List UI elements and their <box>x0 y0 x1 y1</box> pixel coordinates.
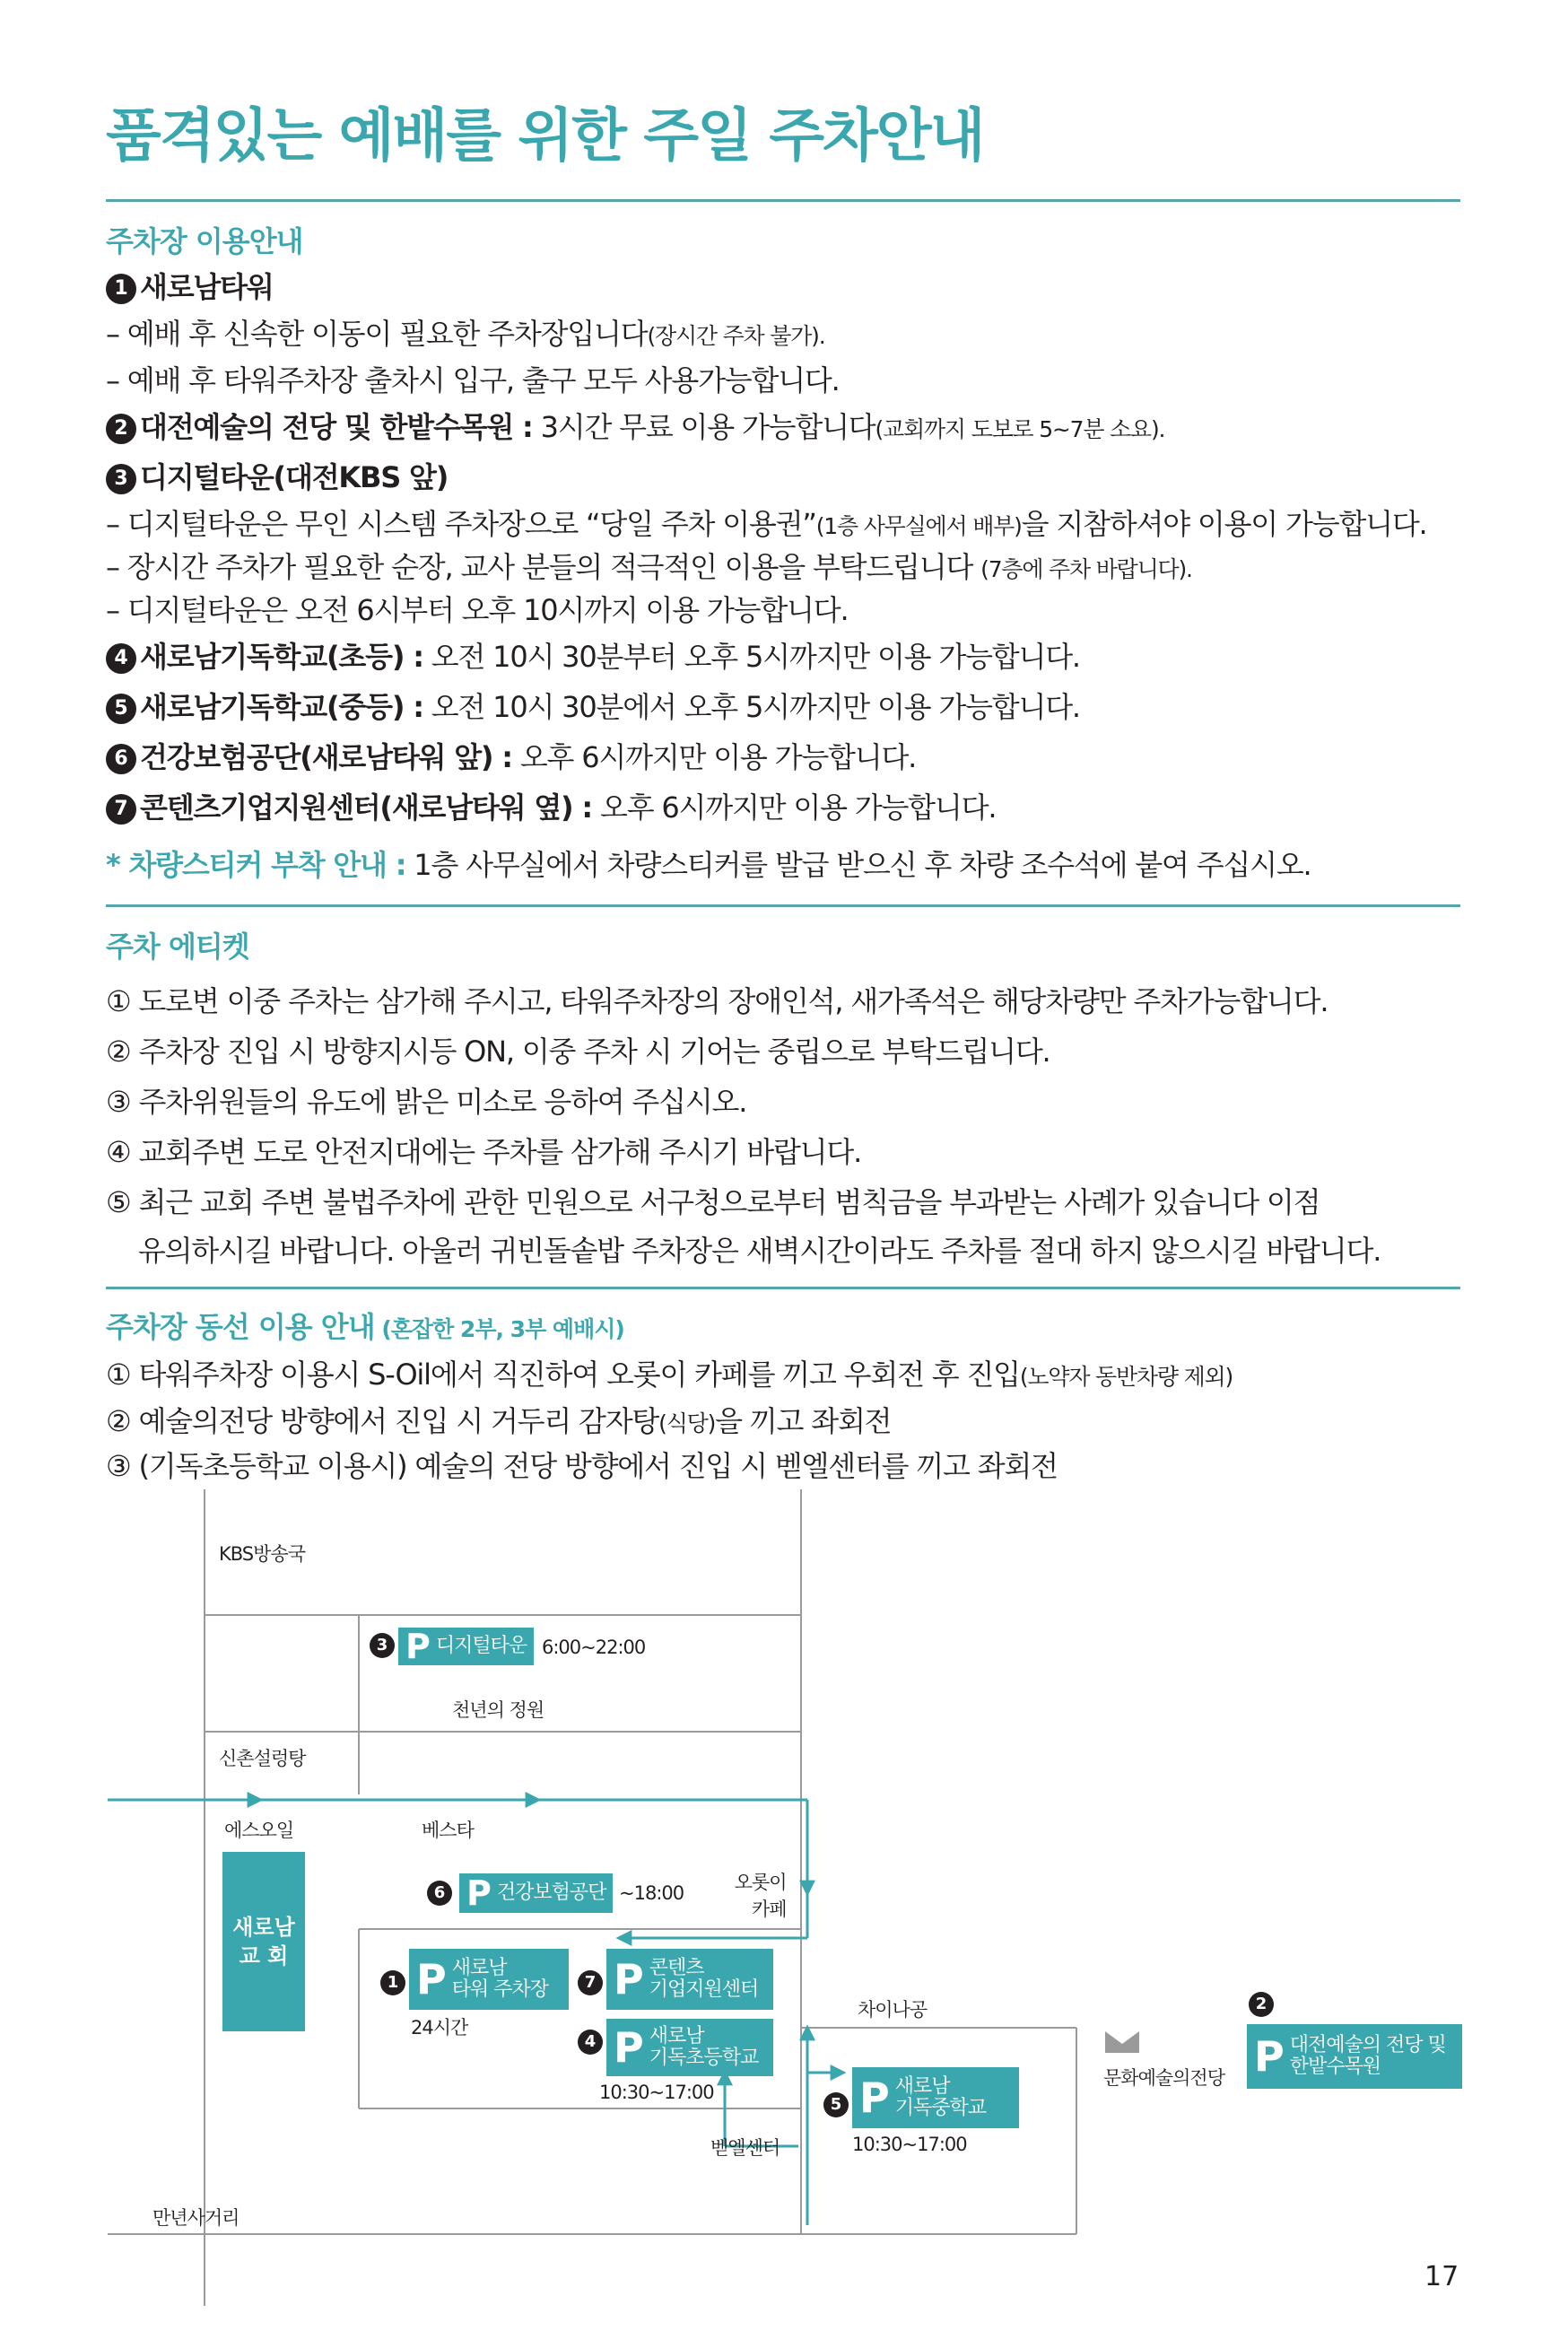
item-1-title: 1 새로남타워 <box>106 269 274 305</box>
parking-arts-center: P 대전예술의 전당 및 한밭수목원 <box>1247 2024 1462 2089</box>
hours-middle-school: 10:30~17:00 <box>852 2134 967 2155</box>
hours-tower: 24시간 <box>411 2017 468 2039</box>
item-5: 5 새로남기독학교(중등) : 오전 10시 30분에서 오후 5시까지만 이용 가능합니다. <box>106 689 1080 725</box>
parking-elementary: P 새로남 기독초등학교 <box>606 2019 773 2076</box>
item-1-line-1: – 예배 후 신속한 이동이 필요한 주차장입니다(장시간 주차 불가). <box>106 317 825 351</box>
number-badge: 1 <box>106 274 136 304</box>
section-heading-traffic-flow: 주차장 동선 이용 안내 (혼잡한 2부, 3부 예배시) <box>106 1310 624 1344</box>
parking-tower: P 새로남 타워 주차장 <box>409 1949 569 2010</box>
etiquette-2: ② 주차장 진입 시 방향지시등 ON, 이중 주차 시 기어는 중립으로 부탁드립니다. <box>106 1035 1050 1069</box>
hours-elementary: 10:30~17:00 <box>599 2082 714 2103</box>
hours-digital-town: 6:00~22:00 <box>542 1637 646 1658</box>
label-arts-center: 문화예술의전당 <box>1103 2067 1225 2089</box>
number-badge: 6 <box>106 744 136 774</box>
item-3-title: 3 디지털타운(대전KBS 앞) <box>106 459 448 495</box>
section-heading-etiquette: 주차 에티켓 <box>106 930 249 964</box>
label-mannyeon: 만년사거리 <box>152 2207 240 2229</box>
flow-2: ② 예술의전당 방향에서 진입 시 거두리 감자탕(식당)을 끼고 좌회전 <box>106 1404 892 1438</box>
item-1-line-2: – 예배 후 타워주차장 출차시 입구, 출구 모두 사용가능합니다. <box>106 363 840 397</box>
label-bethel: 벧엘센터 <box>710 2137 780 2159</box>
item-6: 6 건강보험공단(새로남타워 앞) : 오후 6시까지만 이용 가능합니다. <box>106 739 916 775</box>
number-badge: 4 <box>106 643 136 674</box>
section-heading-parking-info: 주차장 이용안내 <box>106 224 303 258</box>
number-badge: 3 <box>106 464 136 494</box>
map-number-1: 1 <box>380 1970 405 1995</box>
flow-3: ③ (기독초등학교 이용시) 예술의 전당 방향에서 진입 시 벧엘센터를 끼고 좌회전 <box>106 1449 1058 1483</box>
map-number-7: 7 <box>578 1970 603 1995</box>
label-garden: 천년의 정원 <box>452 1699 544 1721</box>
item-7: 7 콘텐츠기업지원센터(새로남타워 옆) : 오후 6시까지만 이용 가능합니다. <box>106 790 996 825</box>
item-3-line-3: – 디지털타운은 오전 6시부터 오후 10시까지 이용 가능합니다. <box>106 593 849 627</box>
etiquette-1: ① 도로변 이중 주차는 삼가해 주시고, 타워주차장의 장애인석, 새가족석은 해당차량만 주차가능합니다. <box>106 984 1328 1018</box>
parking-digital-town: P 디지털타운 <box>398 1628 534 1665</box>
label-soil: 에스오일 <box>224 1820 294 1841</box>
number-badge: 7 <box>106 794 136 825</box>
etiquette-4: ④ 교회주변 도로 안전지대에는 주차를 삼가해 주시기 바랍니다. <box>106 1135 862 1169</box>
number-badge: 5 <box>106 694 136 724</box>
map-number-2: 2 <box>1249 1992 1274 2017</box>
parking-nhis: P 건강보험공단 <box>459 1873 613 1913</box>
item-3-line-2: – 장시간 주차가 필요한 순장, 교사 분들의 적극적인 이용을 부탁드립니다 (7층에 주차 바랍니다). <box>106 550 1192 584</box>
arts-center-icon <box>1103 2030 1141 2056</box>
parking-content-center: P 콘텐츠 기업지원센터 <box>606 1949 773 2010</box>
map-number-3: 3 <box>370 1633 395 1658</box>
page-number: 17 <box>1424 2261 1459 2292</box>
etiquette-3: ③ 주차위원들의 유도에 밝은 미소로 응하여 주십시오. <box>106 1085 747 1119</box>
map-number-4: 4 <box>578 2030 603 2055</box>
hours-nhis: ~18:00 <box>619 1882 684 1904</box>
church-building: 새로남 교 회 <box>222 1852 305 2031</box>
label-cafe: 오롯이 카페 <box>734 1872 787 1920</box>
parking-middle-school: P 새로남 기독중학교 <box>852 2067 1019 2128</box>
map-number-6: 6 <box>427 1881 452 1906</box>
label-chinagong: 차이나공 <box>858 1999 928 2021</box>
etiquette-5: ⑤ 최근 교회 주변 불법주차에 관한 민원으로 서구청으로부터 범칙금을 부과받는 사례가 있습니다 이점 <box>106 1185 1320 1219</box>
label-vesta: 베스타 <box>422 1820 474 1841</box>
label-sinchon: 신촌설렁탕 <box>219 1748 306 1769</box>
map-number-5: 5 <box>823 2092 849 2117</box>
etiquette-5-cont: 유의하시길 바랍니다. 아울러 귀빈돌솥밥 주차장은 새벽시간이라도 주차를 절대 하지 않으시길 바랍니다. <box>106 1234 1381 1268</box>
flow-1: ① 타워주차장 이용시 S-Oil에서 직진하여 오롯이 카페를 끼고 우회전 후 진입(노약자 동반차량 제외) <box>106 1358 1233 1392</box>
item-3-line-1: – 디지털타운은 무인 시스템 주차장으로 “당일 주차 이용권”(1층 사무실에서 배부)을 지참하셔야 이용이 가능합니다. <box>106 507 1427 541</box>
sticker-note: * 차량스티커 부착 안내 : 1층 사무실에서 차량스티커를 발급 받으신 후 차량 조수석에 붙여 주십시오. <box>106 848 1311 882</box>
item-2: 2 대전예술의 전당 및 한밭수목원 : 3시간 무료 이용 가능합니다(교회까지 도보로 5~7분 소요). <box>106 409 1164 448</box>
label-kbs: KBS방송국 <box>219 1543 305 1565</box>
number-badge: 2 <box>106 414 136 444</box>
page-title: 품격있는 예배를 위한 주일 주차안내 <box>106 103 984 170</box>
item-4: 4 새로남기독학교(초등) : 오전 10시 30분부터 오후 5시까지만 이용 가능합니다. <box>106 639 1080 675</box>
